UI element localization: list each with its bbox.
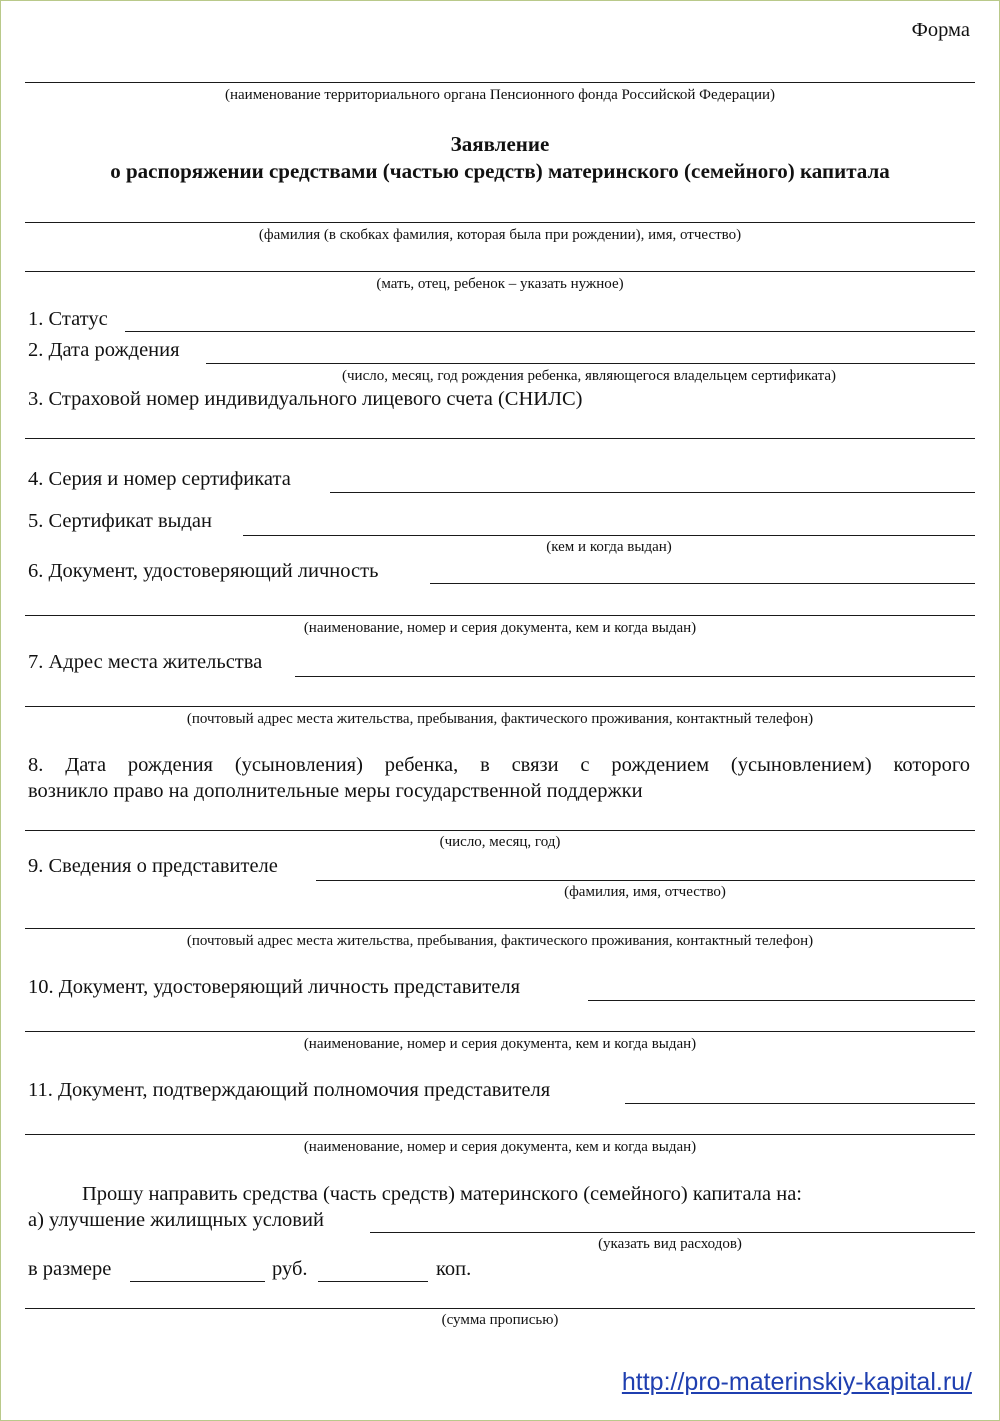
certificate-line[interactable] <box>330 492 975 493</box>
request-intro: Прошу направить средства (часть средств) материнского (семейного) капитала на: <box>82 1183 802 1205</box>
sum-words-caption: (сумма прописью) <box>441 1312 559 1328</box>
authority-document-caption: (наименование, номер и серия документа, кем и когда выдан) <box>303 1139 697 1155</box>
rep-document-label: 10. Документ, удостоверяющий личность представителя <box>28 976 521 998</box>
authority-document-line-1[interactable] <box>625 1103 975 1104</box>
rub-amount-line[interactable] <box>130 1281 265 1282</box>
fio-line[interactable] <box>25 222 975 223</box>
rep-document-line-2[interactable] <box>25 1031 975 1032</box>
id-document-label: 6. Документ, удостоверяющий личность <box>28 560 379 582</box>
status-line[interactable] <box>125 331 975 332</box>
rub-label: руб. <box>272 1258 308 1280</box>
id-document-line-1[interactable] <box>430 583 975 584</box>
kop-amount-line[interactable] <box>318 1281 428 1282</box>
title-line-1: Заявление <box>450 132 550 156</box>
pfr-organ-line[interactable] <box>25 82 975 83</box>
title-line-2: о распоряжении средствами (частью средств) материнского (семейного) капитала <box>110 159 890 183</box>
authority-document-line-2[interactable] <box>25 1134 975 1135</box>
child-birth-label-2: возникло право на дополнительные меры государственной поддержки <box>28 780 643 802</box>
cert-issued-caption: (кем и когда выдан) <box>546 539 672 555</box>
id-document-caption: (наименование, номер и серия документа, кем и когда выдан) <box>303 620 697 636</box>
authority-document-label: 11. Документ, подтверждающий полномочия представителя <box>28 1079 551 1101</box>
representative-line-1[interactable] <box>316 880 975 881</box>
sum-words-line[interactable] <box>25 1308 975 1309</box>
address-line-2[interactable] <box>25 706 975 707</box>
address-label: 7. Адрес места жительства <box>28 651 263 673</box>
representative-caption: (фамилия, имя, отчество) <box>564 884 726 900</box>
cert-issued-line[interactable] <box>243 535 975 536</box>
rep-document-caption: (наименование, номер и серия документа, кем и когда выдан) <box>303 1036 697 1052</box>
child-birth-label-1: 8. Дата рождения (усыновления) ребенка, в связи с рождением (усыновлением) которого <box>28 754 970 776</box>
birth-date-line[interactable] <box>206 363 975 364</box>
kop-label: коп. <box>436 1258 472 1280</box>
birth-date-label: 2. Дата рождения <box>28 339 180 361</box>
certificate-label: 4. Серия и номер сертификата <box>28 468 291 490</box>
amount-prefix: в размере <box>28 1258 112 1280</box>
relation-line[interactable] <box>25 271 975 272</box>
pfr-organ-caption: (наименование территориального органа Пенсионного фонда Российской Федерации) <box>224 87 775 103</box>
snils-line[interactable] <box>25 438 975 439</box>
address-caption: (почтовый адрес места жительства, пребывания, фактического проживания, контактный телефон) <box>186 711 814 727</box>
birth-date-caption: (число, месяц, год рождения ребенка, являющегося владельцем сертификата) <box>342 368 836 384</box>
form-label: Форма <box>911 19 970 41</box>
representative-label: 9. Сведения о представителе <box>28 855 278 877</box>
address-line-1[interactable] <box>295 676 975 677</box>
housing-label: а) улучшение жилищных условий <box>28 1209 324 1231</box>
housing-caption: (указать вид расходов) <box>598 1236 742 1252</box>
relation-caption: (мать, отец, ребенок – указать нужное) <box>376 276 624 292</box>
representative-address-caption: (почтовый адрес места жительства, пребывания, фактического проживания, контактный телефон) <box>186 933 814 949</box>
representative-line-2[interactable] <box>25 928 975 929</box>
rep-document-line-1[interactable] <box>588 1000 975 1001</box>
child-birth-caption: (число, месяц, год) <box>439 834 561 850</box>
status-label: 1. Статус <box>28 308 108 330</box>
id-document-line-2[interactable] <box>25 615 975 616</box>
cert-issued-label: 5. Сертификат выдан <box>28 510 212 532</box>
site-url-link[interactable]: http://pro-materinskiy-kapital.ru/ <box>621 1368 972 1396</box>
housing-line[interactable] <box>370 1232 975 1233</box>
fio-caption: (фамилия (в скобках фамилия, которая была при рождении), имя, отчество) <box>258 227 742 243</box>
child-birth-line[interactable] <box>25 830 975 831</box>
snils-label: 3. Страховой номер индивидуального лицевого счета (СНИЛС) <box>28 388 583 410</box>
